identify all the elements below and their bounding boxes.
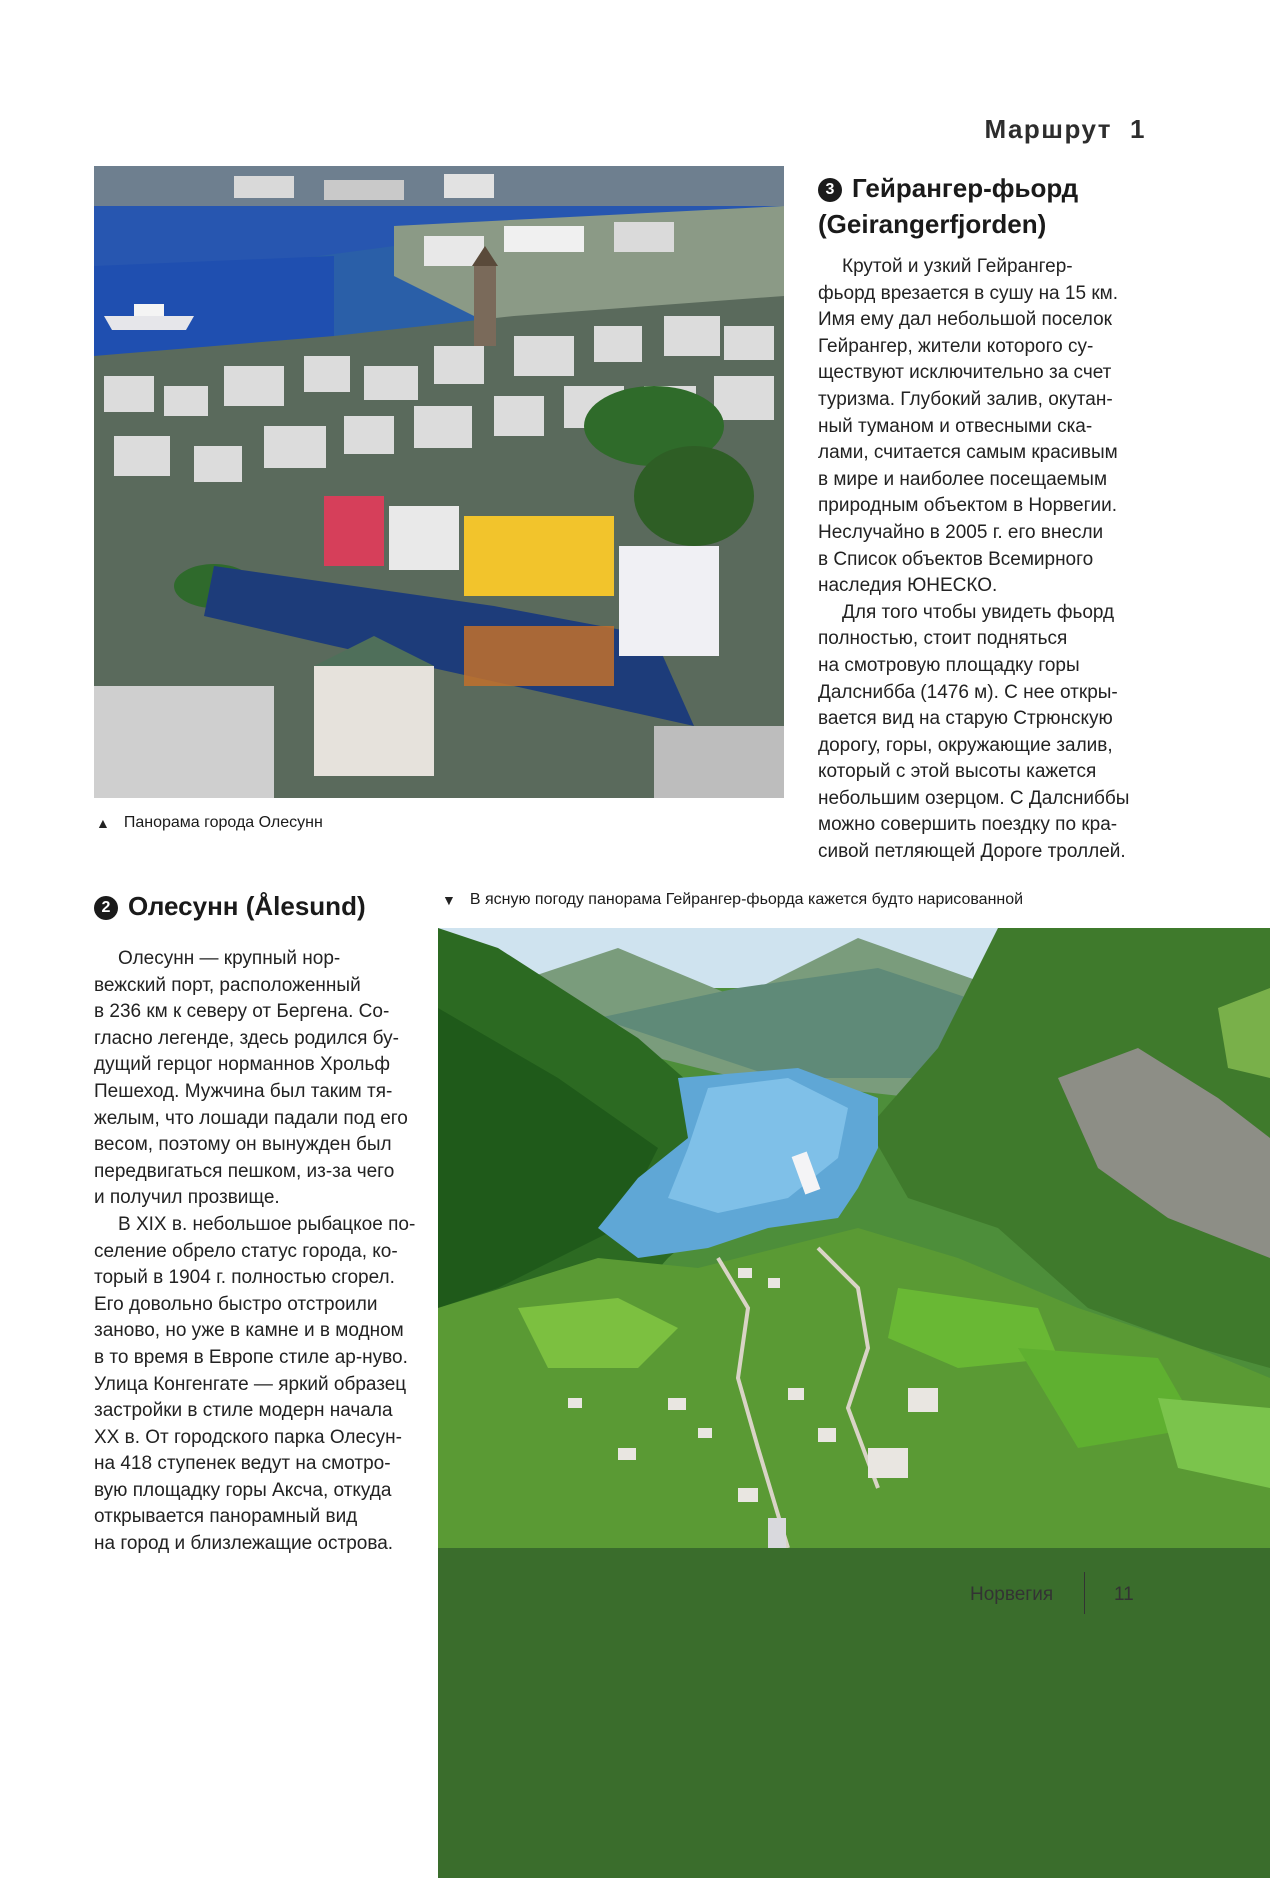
section2-line: весом, поэтому он вынужден был [94,1134,392,1156]
section3-title-line1: Гейрангер-фьорд [852,173,1079,203]
section2-line: XX в. От городского парка Олесун- [94,1426,402,1448]
triangle-down-icon: ▼ [442,892,456,908]
section3-line: Имя ему дал небольшой поселок [818,309,1112,331]
section2-number-badge: 2 [94,896,118,920]
section2-line: Олесунн — крупный нор- [118,948,341,969]
section3-line: на смотровую площадку горы [818,654,1080,676]
section3-body [818,254,1238,866]
section2-line: желым, что лошади падали под его [94,1107,408,1129]
section3-line: который с этой высоты кажется [818,761,1097,783]
section3-line: туризма. Глубокий залив, окутан- [818,388,1113,410]
section3-line: в Список объектов Всемирного [818,548,1094,570]
section2-line: заново, но уже в камне и в модном [94,1320,404,1342]
section2-line: открывается панорамный вид [94,1506,358,1528]
section2-line: на город и близлежащие острова. [94,1533,394,1555]
section3-line: Крутой и узкий Гейрангер- [842,256,1073,277]
section2-line: вую площадку горы Аксча, откуда [94,1479,392,1501]
route-number: 1 [1130,114,1146,144]
section2-line: гласно легенде, здесь родился бу- [94,1027,399,1049]
section2-line: В XIX в. небольшое рыбацкое по- [118,1213,416,1235]
section3-line: наследия ЮНЕСКО. [818,575,998,597]
section2-line: в 236 км к северу от Бергена. Со- [94,1001,390,1023]
geirangerfjord-photo [438,928,1270,1878]
section3-line: можно совершить поездку по кра- [818,814,1118,836]
section3-line: Далснибба (1476 м). С нее откры- [818,681,1118,703]
section3-number-badge: 3 [818,178,842,202]
section2-line: Пешеход. Мужчина был таким тя- [94,1080,393,1102]
section3-line: в мире и наиболее посещаемым [818,468,1108,490]
section2-title: Олесунн (Ålesund) [128,891,366,921]
section3-line: природным объектом в Норвегии. [818,495,1118,517]
section2-line: торый в 1904 г. полностью сгорел. [94,1267,395,1289]
footer-country: Норвегия [970,1584,1054,1605]
section3-line: полностью, стоит подняться [818,628,1068,650]
section3-line: дорогу, горы, окружающие залив, [818,734,1113,756]
section2-line: застройки в стиле модерн начала [94,1400,393,1422]
aalesund-photo-caption [96,814,323,832]
section2-line: на 418 ступенек ведут на смотро- [94,1453,391,1475]
aalesund-panorama-photo [94,166,784,798]
section3-line: небольшим озерцом. С Далсниббы [818,787,1130,809]
route-header [984,114,1146,145]
section3-line: фьорд врезается в сушу на 15 км. [818,282,1118,304]
section3-line: сивой петляющей Дороге троллей. [818,841,1126,863]
section2-line: вежский порт, расположенный [94,974,361,996]
section3-line: лами, считается самым красивым [818,442,1118,464]
section2-line: и получил прозвище. [94,1187,280,1209]
section3-line: Для того чтобы увидеть фьорд [842,601,1115,623]
geiranger-photo-caption [442,891,1023,909]
section2-line: Улица Конгенгате — яркий образец [94,1373,407,1395]
section2-line: в то время в Европе стиле ар-нуво. [94,1346,408,1368]
section2-line: передвигаться пешком, из-за чего [94,1160,395,1182]
section2-line: дущий герцог норманнов Хрольф [94,1054,391,1076]
section2-line: селение обрело статус города, ко- [94,1240,398,1262]
aalesund-caption-text: Панорама города Олесунн [123,814,323,831]
section3-line: вается вид на старую Стрюнскую [818,708,1113,730]
section2-heading [94,888,454,924]
section3-line: ществуют исключительно за счет [818,362,1112,384]
section3-heading [818,170,1218,242]
section3-line: Гейрангер, жители которого су- [818,335,1094,357]
geiranger-caption-text: В ясную погоду панорама Гейрангер-фьорда кажется будто нарисованной [469,891,1024,908]
section2-body [94,946,424,1558]
page-number: 11 [1114,1584,1134,1605]
section3-line: Неслучайно в 2005 г. его внесли [818,521,1104,543]
route-label: Маршрут [984,114,1113,144]
triangle-up-icon: ▲ [96,815,110,831]
section2-line: Его довольно быстро отстроили [94,1293,378,1315]
section3-title-line2: (Geirangerfjorden) [818,209,1047,239]
section3-line: ный туманом и отвесными ска- [818,415,1093,437]
footer-divider [1084,1572,1085,1614]
